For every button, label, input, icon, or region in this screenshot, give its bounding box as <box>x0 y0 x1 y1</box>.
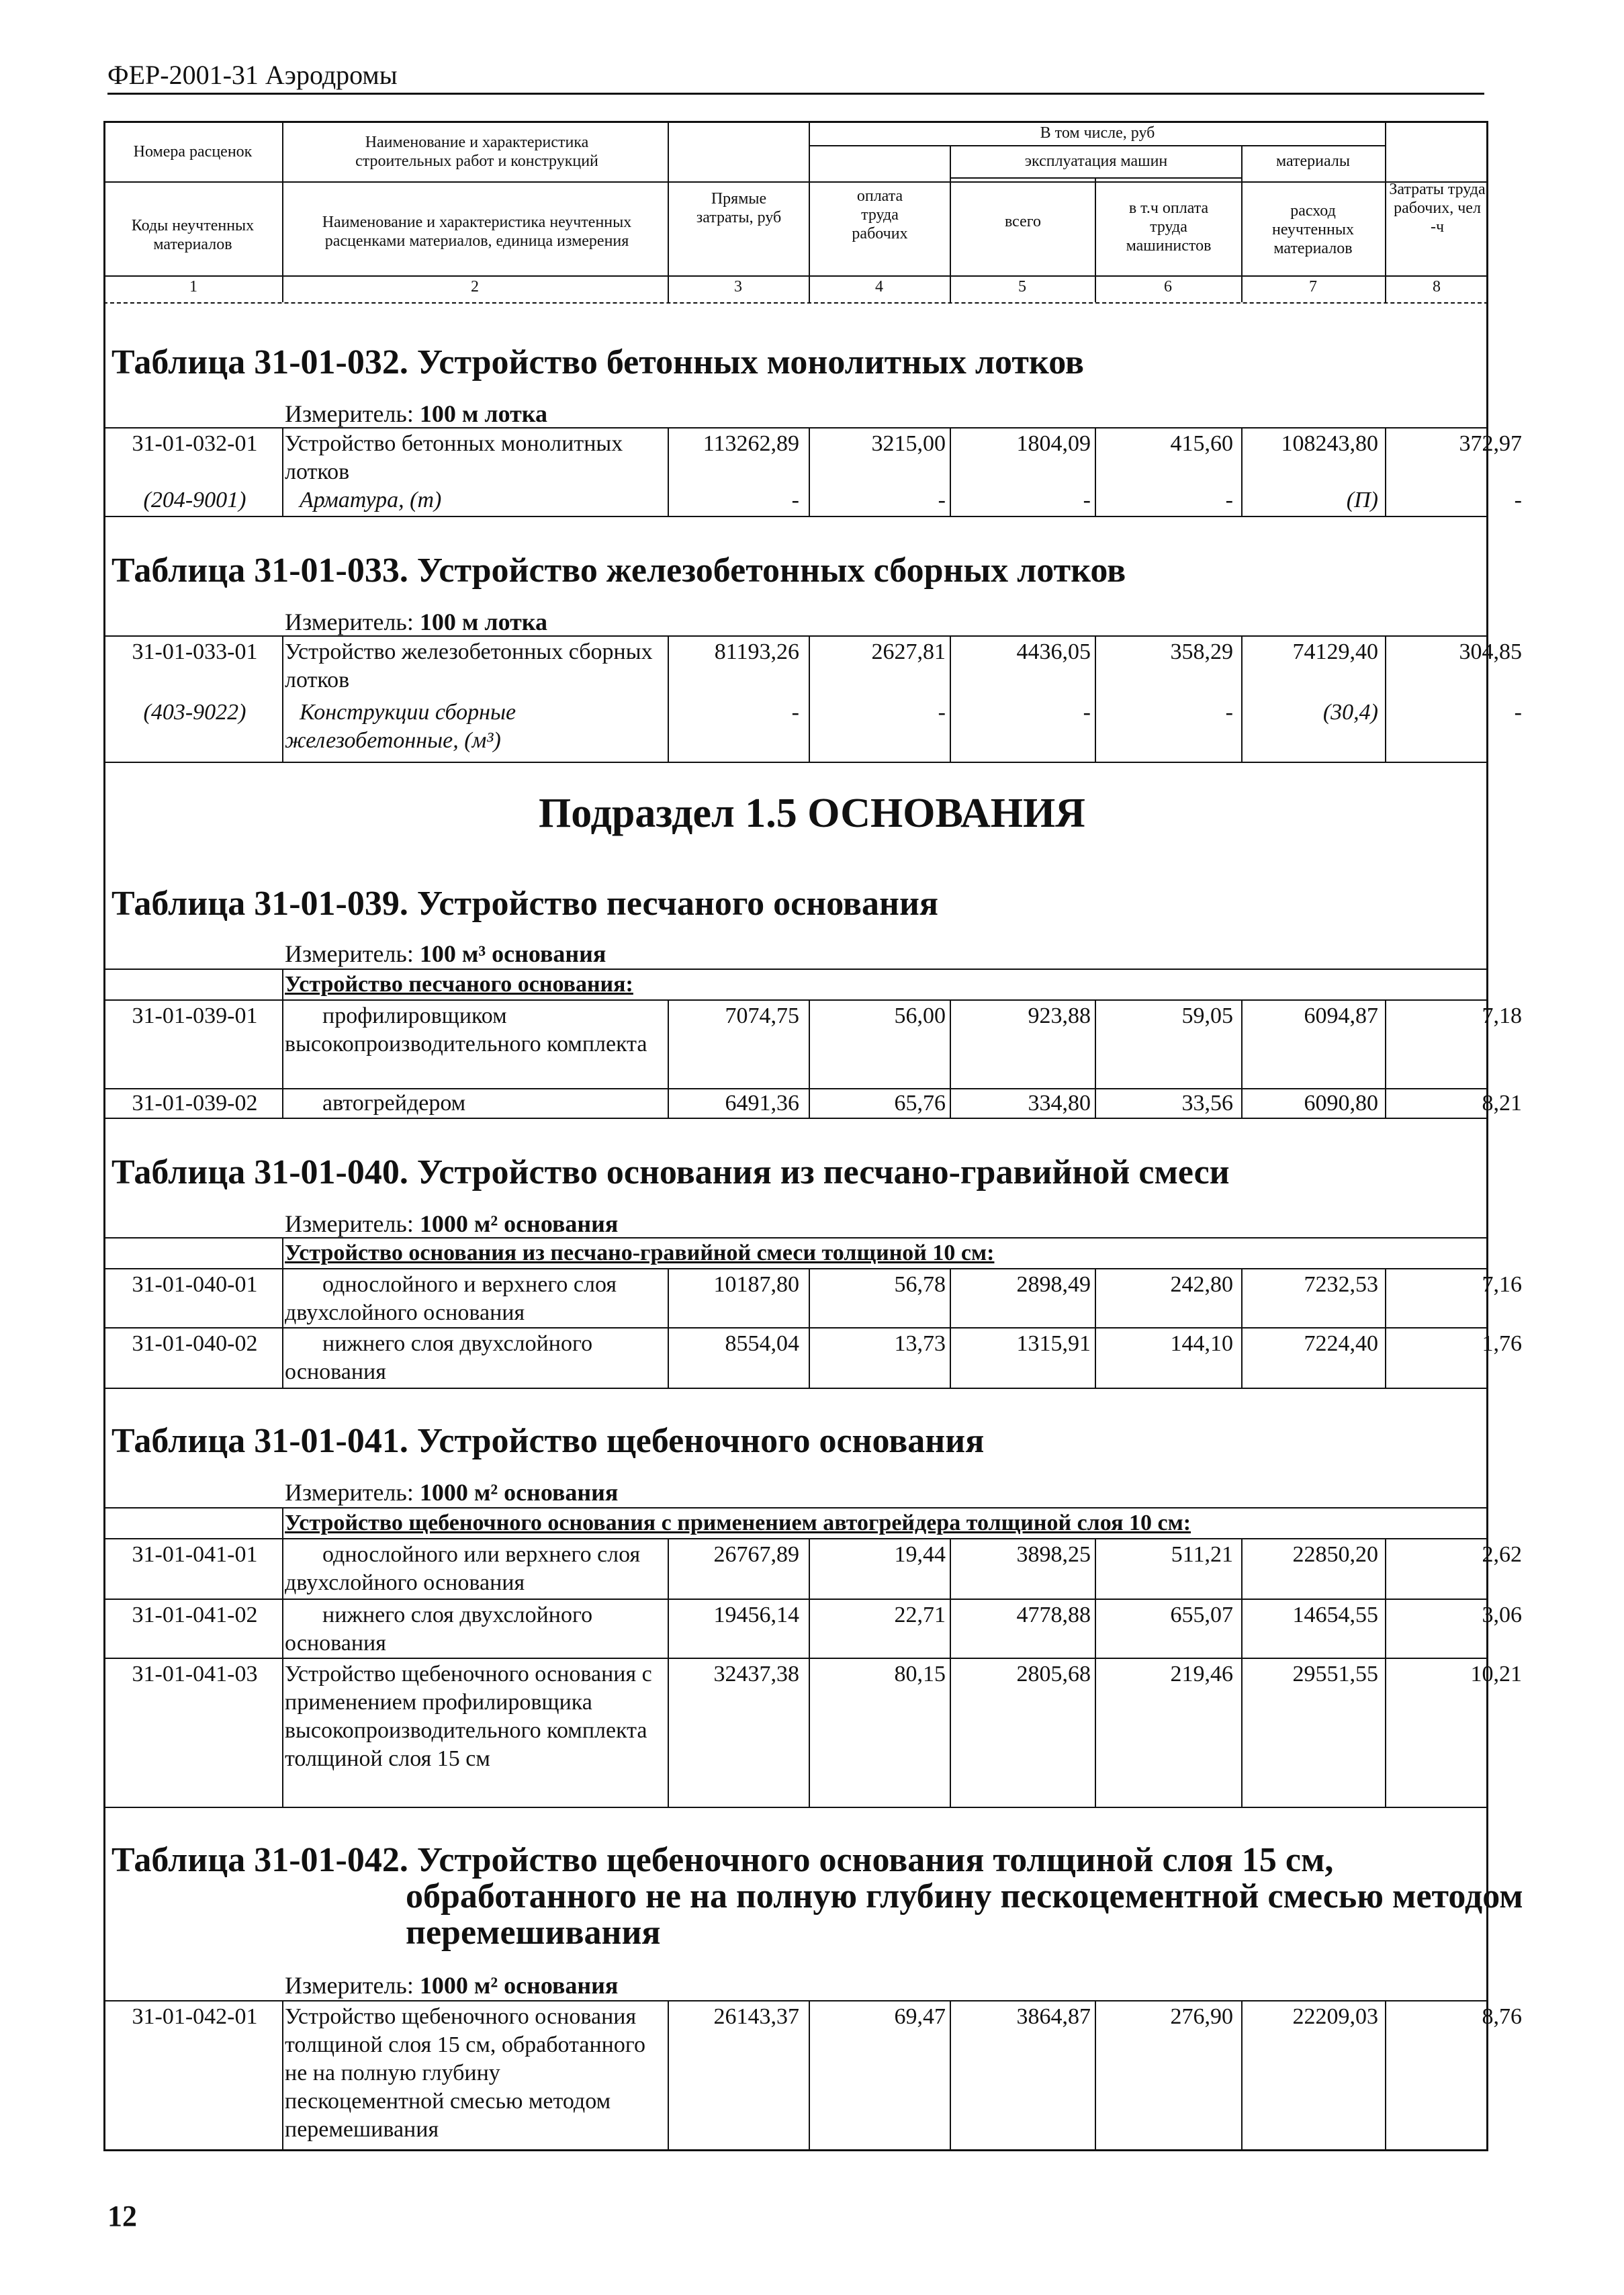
material-v5: - <box>1083 700 1091 725</box>
col3-header: Прямые затраты, руб <box>696 190 782 226</box>
material-v4: - <box>938 488 946 512</box>
header-bottom-line <box>103 275 1488 277</box>
material-code: (204-9001) <box>143 488 246 512</box>
table-040-subhead: Устройство основания из песчано-гравийной смеси толщиной 10 см: <box>285 1241 995 1265</box>
labor-pay: 69,47 <box>894 2004 946 2029</box>
document-title: ФЕР-2001-31 Аэродромы <box>107 60 398 90</box>
labor-pay: 3215,00 <box>871 431 946 456</box>
rate-code: 31-01-033-01 <box>132 639 258 664</box>
machinists-pay: 511,21 <box>1171 1542 1233 1567</box>
machinists-pay: 219,46 <box>1170 1662 1233 1686</box>
measure-value: 100 м лотка <box>419 609 547 635</box>
machinists-pay: 33,56 <box>1181 1091 1233 1116</box>
machines-header: эксплуатация машин <box>1024 152 1168 170</box>
col4-header: оплата труда рабочих <box>852 187 908 242</box>
col2-top-header: Наименование и характеристика строительных работ и конструкций <box>355 134 598 170</box>
colnum-bottom-line <box>103 302 1488 304</box>
rate-name: Устройство щебеночного основания толщиной слоя 15 см, обработанного не на полную глубину пескоцементной смесью методом перемешивания <box>285 2004 645 2142</box>
table-042-title: Таблица 31-01-042. Устройство щебеночного основания толщиной слоя 15 см, <box>111 1841 1334 1879</box>
colnum-6: 6 <box>1164 278 1172 296</box>
materials-cost: 6090,80 <box>1304 1091 1378 1116</box>
table-042-title-line3: перемешивания <box>406 1914 661 1952</box>
table-039-title: Таблица 31-01-039. Устройство песчаного основания <box>111 885 939 923</box>
rate-name: Устройство бетонных монолитных лотков <box>285 431 623 484</box>
direct-costs: 32437,38 <box>713 1662 799 1686</box>
materials-cost: 14654,55 <box>1292 1603 1378 1627</box>
direct-costs: 81193,26 <box>714 639 799 664</box>
row-line <box>103 1658 1488 1659</box>
material-v7: (30,4) <box>1322 700 1378 725</box>
rate-code: 31-01-032-01 <box>132 431 258 456</box>
machinists-pay: 242,80 <box>1170 1272 1233 1297</box>
direct-costs: 8554,04 <box>725 1331 799 1356</box>
page-header <box>107 59 1484 95</box>
row-line <box>103 1507 1488 1509</box>
row-line <box>103 1327 1488 1329</box>
rate-code: 31-01-041-01 <box>132 1542 258 1567</box>
colnum-2: 2 <box>471 278 479 296</box>
table-041-title: Таблица 31-01-041. Устройство щебеночного основания <box>111 1422 985 1460</box>
measure-label: Измеритель: <box>285 940 414 967</box>
table-042-measure <box>285 1971 618 2000</box>
machines-total: 4778,88 <box>1016 1603 1091 1627</box>
section-title: Подраздел 1.5 ОСНОВАНИЯ <box>539 791 1085 836</box>
colnum-4: 4 <box>875 278 883 296</box>
rate-name: Устройство железобетонных сборных лотков <box>285 639 653 692</box>
material-v7: (П) <box>1346 488 1378 512</box>
machines-total: 2805,68 <box>1016 1662 1091 1686</box>
direct-costs: 26767,89 <box>713 1542 799 1567</box>
measure-value: 1000 м² основания <box>419 1210 619 1237</box>
row-line <box>103 969 1488 970</box>
rate-code: 31-01-041-03 <box>132 1662 258 1686</box>
materials-cost: 22209,03 <box>1292 2004 1378 2029</box>
col-line <box>282 2000 283 2149</box>
material-v3: - <box>791 488 799 512</box>
direct-costs: 6491,36 <box>725 1091 799 1116</box>
machines-total: 3864,87 <box>1016 2004 1091 2029</box>
machines-total: 1315,91 <box>1016 1331 1091 1356</box>
measure-label: Измеритель: <box>285 1972 414 1999</box>
materials-cost: 22850,20 <box>1292 1542 1378 1567</box>
row-line <box>103 1599 1488 1600</box>
material-code: (403-9022) <box>143 700 246 725</box>
labor-hours: 7,18 <box>1482 1003 1522 1028</box>
machinists-pay: 276,90 <box>1170 2004 1233 2029</box>
labor-pay: 13,73 <box>894 1331 946 1356</box>
col-line <box>282 635 283 762</box>
table-033-title: Таблица 31-01-033. Устройство железобетонных сборных лотков <box>111 551 1126 590</box>
rate-name: Устройство щебеночного основания с применением профилировщика высокопроизводительного комплекта толщиной слоя 15 см <box>285 1662 652 1771</box>
col1-bottom-header: Коды неучтенных материалов <box>131 217 255 253</box>
colnum-1: 1 <box>189 278 197 296</box>
labor-hours: 8,76 <box>1482 2004 1522 2029</box>
measure-value: 100 м³ основания <box>419 940 606 967</box>
table-033-measure <box>285 607 547 637</box>
col8-header: Затраты труда рабочих, чел -ч <box>1389 181 1486 236</box>
row-line <box>103 1388 1488 1389</box>
col5-header: всего <box>1004 213 1042 230</box>
rate-name: однослойного и верхнего слоя двухслойного основания <box>285 1272 617 1325</box>
materials-cost: 29551,55 <box>1292 1662 1378 1686</box>
table-041-subhead: Устройство щебеночного основания с применением автогрейдера толщиной слоя 10 см: <box>285 1511 1191 1535</box>
header-vline-7 <box>1385 121 1386 302</box>
rate-name: профилировщиком высокопроизводительного комплекта <box>285 1003 647 1056</box>
direct-costs: 113262,89 <box>703 431 799 456</box>
rate-code: 31-01-040-02 <box>132 1331 258 1356</box>
material-v8: - <box>1514 488 1522 512</box>
machinists-pay: 358,29 <box>1170 639 1233 664</box>
measure-value: 1000 м² основания <box>419 1479 619 1506</box>
labor-hours: 2,62 <box>1482 1542 1522 1567</box>
rate-name: нижнего слоя двухслойного основания <box>285 1603 593 1656</box>
row-line <box>103 762 1488 763</box>
materials-cost: 6094,87 <box>1304 1003 1378 1028</box>
measure-label: Измеритель: <box>285 1479 414 1506</box>
row-line <box>103 1268 1488 1269</box>
rate-code: 31-01-040-01 <box>132 1272 258 1297</box>
materials-cost: 7232,53 <box>1304 1272 1378 1297</box>
direct-costs: 26143,37 <box>713 2004 799 2029</box>
labor-hours: 1,76 <box>1482 1331 1522 1356</box>
table-041-measure <box>285 1478 618 1507</box>
materials-header: материалы <box>1275 152 1350 170</box>
col-line <box>282 1507 283 1807</box>
machinists-pay: 59,05 <box>1181 1003 1233 1028</box>
col-line <box>282 969 283 1118</box>
direct-costs: 19456,14 <box>713 1603 799 1627</box>
table-039-subhead: Устройство песчаного основания: <box>285 972 633 997</box>
machinists-pay: 655,07 <box>1170 1603 1233 1627</box>
labor-pay: 65,76 <box>894 1091 946 1116</box>
material-v4: - <box>938 700 946 725</box>
rate-code: 31-01-041-02 <box>132 1603 258 1627</box>
col2-bottom-header: Наименование и характеристика неучтенных расценками материалов, единица измерения <box>322 214 632 250</box>
col6-header: в т.ч оплата труда машинистов <box>1126 199 1212 255</box>
material-v6: - <box>1225 488 1233 512</box>
materials-cost: 7224,40 <box>1304 1331 1378 1356</box>
col-line <box>282 427 283 516</box>
labor-hours: 372,97 <box>1459 431 1522 456</box>
labor-hours: 304,85 <box>1459 639 1522 664</box>
table-039-measure <box>285 939 606 969</box>
row-line <box>103 1237 1488 1239</box>
labor-pay: 2627,81 <box>871 639 946 664</box>
measure-label: Измеритель: <box>285 609 414 635</box>
material-name: Конструкции сборные железобетонные, (м³) <box>285 700 516 753</box>
table-040-measure <box>285 1209 618 1239</box>
header-vline-2 <box>668 121 669 302</box>
colnum-5: 5 <box>1018 278 1026 296</box>
row-line <box>103 1538 1488 1539</box>
machines-total: 2898,49 <box>1016 1272 1091 1297</box>
group-header: В том числе, руб <box>1040 124 1155 142</box>
machines-total: 3898,25 <box>1016 1542 1091 1567</box>
row-line <box>103 635 1488 637</box>
machines-total: 923,88 <box>1028 1003 1091 1028</box>
labor-hours: 7,16 <box>1482 1272 1522 1297</box>
machinists-pay: 144,10 <box>1170 1331 1233 1356</box>
material-v6: - <box>1225 700 1233 725</box>
col-line <box>282 1237 283 1388</box>
measure-value: 1000 м² основания <box>419 1972 619 1999</box>
header-vline-3 <box>809 121 810 302</box>
machines-total: 4436,05 <box>1016 639 1091 664</box>
material-name: Арматура, (т) <box>300 488 442 512</box>
material-v5: - <box>1083 488 1091 512</box>
colnum-3: 3 <box>734 278 742 296</box>
header-group-line <box>809 145 1385 146</box>
rate-name: автогрейдером <box>322 1091 466 1116</box>
col1-top-header: Номера расценок <box>133 143 253 161</box>
row-line <box>103 427 1488 429</box>
table-032-measure <box>285 399 547 429</box>
direct-costs: 7074,75 <box>725 1003 799 1028</box>
measure-label: Измеритель: <box>285 1210 414 1237</box>
row-line <box>103 1807 1488 1808</box>
labor-pay: 56,00 <box>894 1003 946 1028</box>
direct-costs: 10187,80 <box>713 1272 799 1297</box>
rate-name: однослойного или верхнего слоя двухслойного основания <box>285 1542 641 1595</box>
labor-hours: 10,21 <box>1470 1662 1522 1686</box>
colnum-7: 7 <box>1309 278 1317 296</box>
page-number: 12 <box>107 2200 137 2233</box>
labor-pay: 22,71 <box>894 1603 946 1627</box>
labor-pay: 56,78 <box>894 1272 946 1297</box>
rate-code: 31-01-039-01 <box>132 1003 258 1028</box>
col7-header: расход неучтенных материалов <box>1272 202 1354 257</box>
measure-value: 100 м лотка <box>419 400 547 427</box>
materials-cost: 74129,40 <box>1292 639 1378 664</box>
row-line <box>103 1118 1488 1119</box>
labor-pay: 80,15 <box>894 1662 946 1686</box>
measure-label: Измеритель: <box>285 400 414 427</box>
material-v8: - <box>1514 700 1522 725</box>
labor-pay: 19,44 <box>894 1542 946 1567</box>
material-v3: - <box>791 700 799 725</box>
rate-code: 31-01-042-01 <box>132 2004 258 2029</box>
machines-total: 334,80 <box>1028 1091 1091 1116</box>
row-line <box>103 516 1488 517</box>
table-040-title: Таблица 31-01-040. Устройство основания из песчано-гравийной смеси <box>111 1153 1230 1191</box>
header-vline-1 <box>282 121 283 302</box>
machines-total: 1804,09 <box>1016 431 1091 456</box>
labor-hours: 3,06 <box>1482 1603 1522 1627</box>
table-042-title-line2: обработанного не на полную глубину пескоцементной смесью методом <box>406 1877 1523 1916</box>
row-line <box>103 2000 1488 2001</box>
materials-cost: 108243,80 <box>1281 431 1378 456</box>
rate-name: нижнего слоя двухслойного основания <box>285 1331 593 1384</box>
row-line <box>103 999 1488 1001</box>
rate-code: 31-01-039-02 <box>132 1091 258 1116</box>
colnum-8: 8 <box>1433 278 1441 296</box>
labor-hours: 8,21 <box>1482 1091 1522 1116</box>
table-032-title: Таблица 31-01-032. Устройство бетонных монолитных лотков <box>111 343 1084 381</box>
machinists-pay: 415,60 <box>1170 431 1233 456</box>
